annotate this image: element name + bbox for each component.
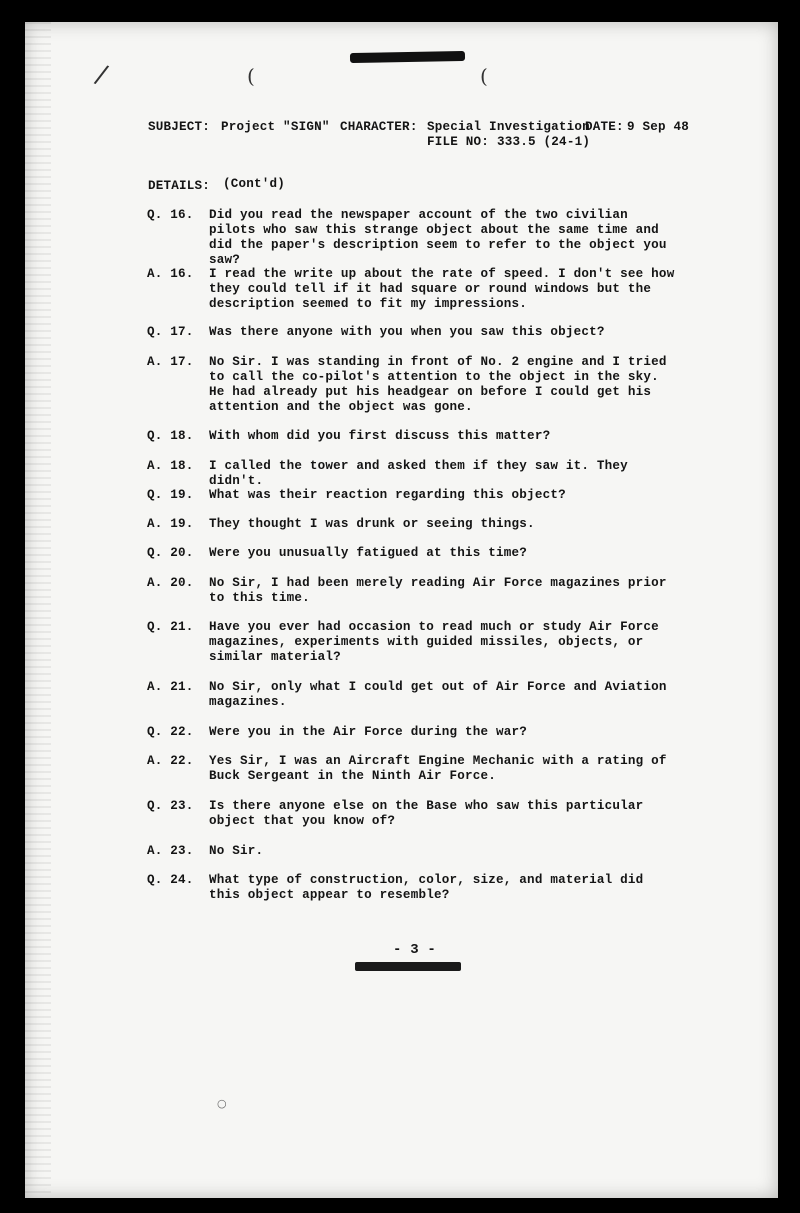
- qa-label: Q. 16.: [147, 208, 194, 222]
- qa-text: Was there anyone with you when you saw this object?: [209, 325, 605, 339]
- qa-text: What was their reaction regarding this object?: [209, 488, 566, 502]
- details-label: DETAILS:: [148, 179, 211, 193]
- qa-label: A. 21.: [147, 680, 194, 694]
- qa-text: I called the tower and asked them if they saw it. They didn't.: [209, 459, 628, 488]
- document-page: [25, 22, 778, 1198]
- qa-label: Q. 21.: [147, 620, 194, 634]
- page-number: - 3 -: [393, 942, 437, 958]
- qa-text: Were you in the Air Force during the war?: [209, 725, 528, 739]
- qa-text: Is there anyone else on the Base who saw this particular object that you know of?: [209, 799, 644, 828]
- qa-label: A. 23.: [147, 844, 194, 858]
- qa-text: No Sir. I was standing in front of No. 2 engine and I tried to call the co-pilot's attention to the object in the sky. He had already put his headgear on before I could get his attention and the object was gone.: [209, 355, 667, 414]
- qa-text: They thought I was drunk or seeing things.: [209, 517, 535, 531]
- stray-pen-mark: /: [92, 59, 111, 91]
- qa-text: Yes Sir, I was an Aircraft Engine Mechanic with a rating of Buck Sergeant in the Ninth Air Force.: [209, 754, 667, 783]
- qa-text: What type of construction, color, size, and material did this object appear to resemble?: [209, 873, 644, 902]
- classification-footer-redacted: [355, 962, 461, 971]
- qa-text: No Sir.: [209, 844, 264, 858]
- qa-label: Q. 24.: [147, 873, 194, 887]
- file-no-value: 333.5 (24-1): [497, 135, 591, 149]
- qa-label: Q. 20.: [147, 546, 194, 560]
- qa-label: Q. 18.: [147, 429, 194, 443]
- qa-label: Q. 22.: [147, 725, 194, 739]
- subject-label: SUBJECT:: [148, 120, 211, 134]
- character-label: CHARACTER:: [340, 120, 418, 134]
- qa-label: A. 20.: [147, 576, 194, 590]
- qa-text: With whom did you first discuss this matter?: [209, 429, 551, 443]
- qa-label: Q. 17.: [147, 325, 194, 339]
- qa-label: A. 17.: [147, 355, 194, 369]
- qa-text: Did you read the newspaper account of the two civilian pilots who saw this strange object about the same time and did the paper's description seem to refer to the object you saw?: [209, 208, 667, 267]
- date-value: 9 Sep 48: [627, 120, 690, 134]
- classification-stamp-redacted: [350, 51, 465, 63]
- details-continued: (Cont'd): [223, 177, 286, 191]
- character-value: Special Investigation: [427, 120, 590, 134]
- qa-label: A. 16.: [147, 267, 194, 281]
- subject-value: Project "SIGN": [221, 120, 330, 134]
- paper-speck: ○: [217, 1097, 227, 1110]
- qa-label: Q. 23.: [147, 799, 194, 813]
- file-no-label: FILE NO:: [427, 135, 490, 149]
- qa-text: Were you unusually fatigued at this time?: [209, 546, 528, 560]
- stray-pen-mark: (: [480, 64, 488, 88]
- scan-edge-noise: [25, 22, 51, 1198]
- qa-text: No Sir, only what I could get out of Air Force and Aviation magazines.: [209, 680, 667, 709]
- date-label: DATE:: [585, 120, 624, 134]
- qa-label: Q. 19.: [147, 488, 194, 502]
- stray-pen-mark: (: [247, 64, 255, 88]
- qa-label: A. 18.: [147, 459, 194, 473]
- qa-text: I read the write up about the rate of speed. I don't see how they could tell if it had square or round windows but the description seemed to fit my impressions.: [209, 267, 675, 311]
- qa-label: A. 19.: [147, 517, 194, 531]
- qa-text: No Sir, I had been merely reading Air Force magazines prior to this time.: [209, 576, 667, 605]
- qa-label: A. 22.: [147, 754, 194, 768]
- qa-text: Have you ever had occasion to read much or study Air Force magazines, experiments with guided missiles, objects, or similar material?: [209, 620, 659, 664]
